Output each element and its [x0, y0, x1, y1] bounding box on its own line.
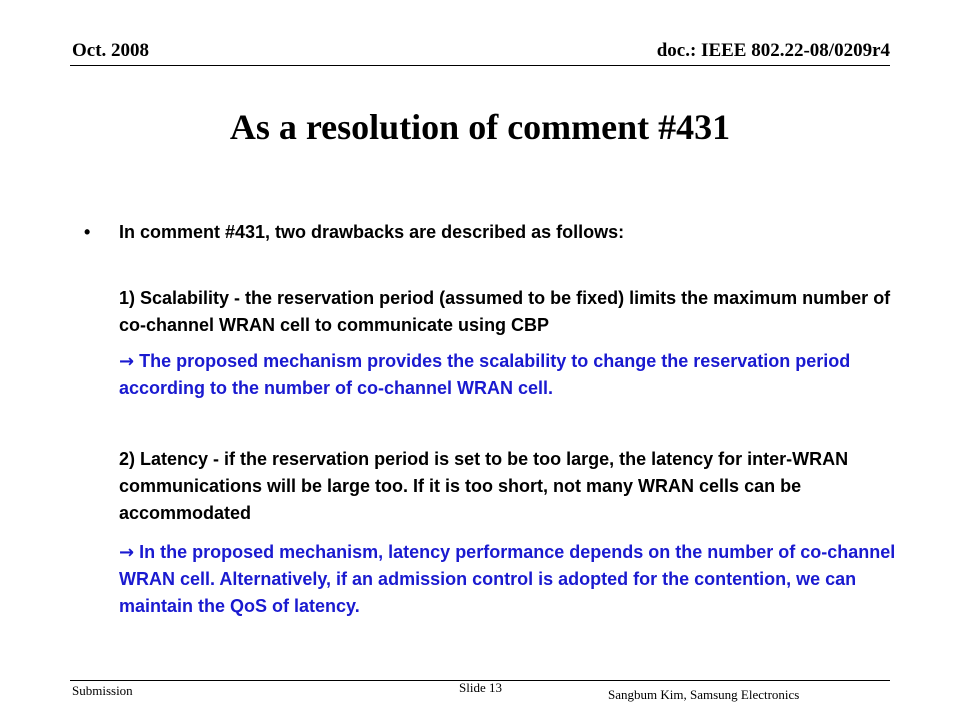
slide-title: As a resolution of comment #431 — [229, 107, 731, 147]
response-latency — [119, 539, 899, 620]
response-scalability — [119, 348, 889, 402]
footer-author: Sangbum Kim, Samsung Electronics — [608, 687, 800, 702]
arrow-icon: → — [119, 351, 135, 372]
drawback-scalability: 1) Scalability - the reservation period (assumed to be fixed) limits the maximum number of co-channel WRAN cell to communicate using CBP — [119, 288, 891, 335]
header-date: Oct. 2008 — [72, 40, 150, 61]
header-doc-id: doc.: IEEE 802.22-08/0209r4 — [656, 40, 890, 61]
footer-submission: Submission — [72, 683, 133, 698]
footer-slide-number: Slide 13 — [459, 680, 502, 695]
response-latency-text: In the proposed mechanism, latency performance depends on the number of co-channel WRAN cell. Alternatively, if an admission control is adopted for the contention, we can maintain the QoS of latency. — [119, 542, 896, 616]
header-divider — [70, 65, 890, 66]
arrow-icon: → — [119, 542, 135, 563]
response-scalability-text: The proposed mechanism provides the scalability to change the reservation period according to the number of co-channel WRAN cell. — [119, 351, 851, 398]
bullet-marker: • — [84, 222, 91, 242]
bullet-text: In comment #431, two drawbacks are described as follows: — [119, 222, 625, 242]
drawback-latency: 2) Latency - if the reservation period is set to be too large, the latency for inter-WRAN communications will be large too. If it is too short, not many WRAN cells can be accommodated — [119, 449, 849, 523]
